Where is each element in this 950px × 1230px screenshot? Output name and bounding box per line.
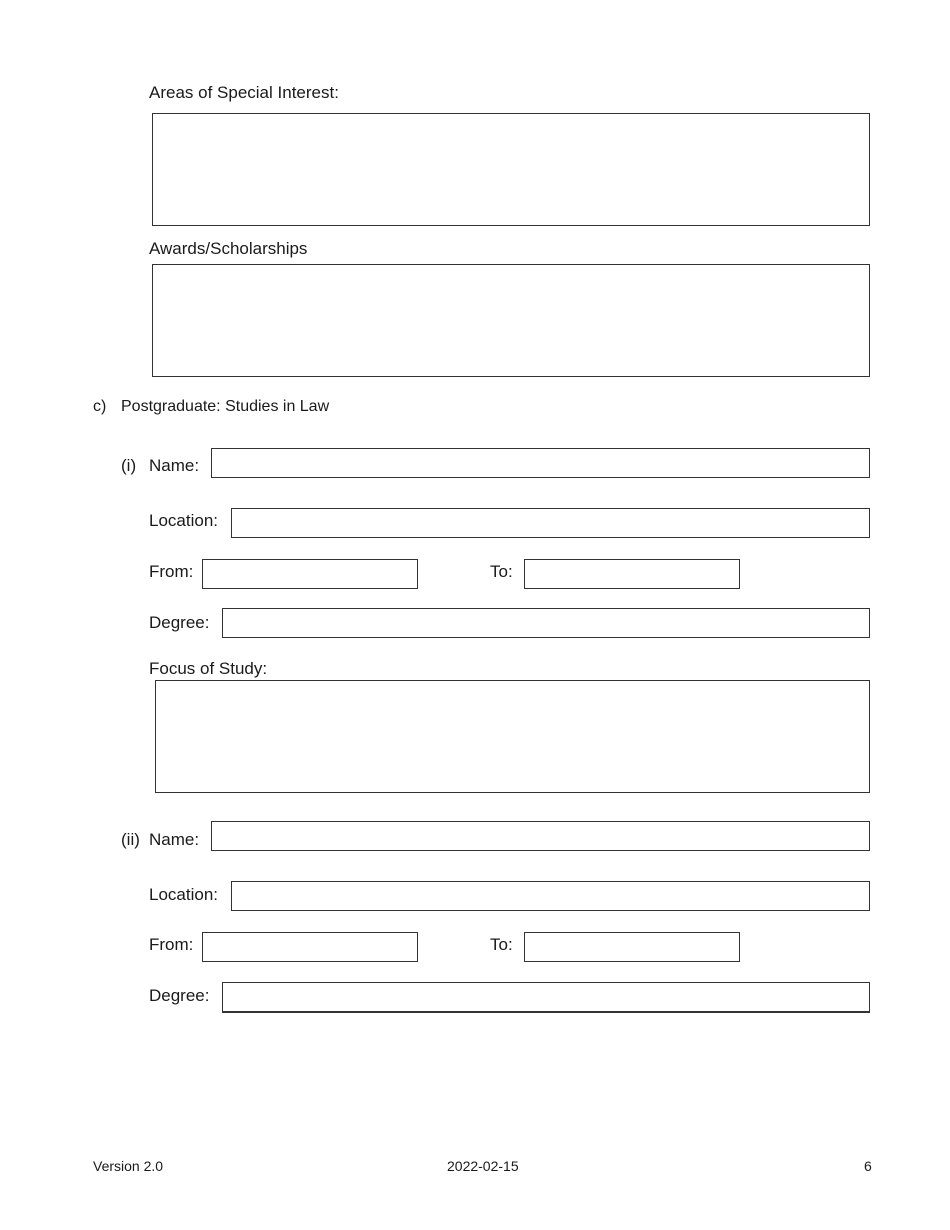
entry-i-degree-field[interactable] (222, 608, 870, 638)
entry-ii-location-field[interactable] (231, 881, 870, 911)
entry-ii-to-label: To: (490, 935, 513, 954)
entry-i-location-field[interactable] (231, 508, 870, 538)
footer-version: Version 2.0 (93, 1158, 164, 1174)
entry-i-from-label: From: (149, 562, 194, 581)
entry-ii-degree-field[interactable] (222, 982, 870, 1013)
entry-i-name-label: Name: (149, 456, 200, 475)
awards-textarea[interactable] (152, 264, 870, 377)
entry-ii-name-label: Name: (149, 830, 200, 849)
entry-ii-name-field[interactable] (211, 821, 870, 851)
footer-date: 2022-02-15 (447, 1158, 519, 1174)
special-interest-textarea[interactable] (152, 113, 870, 226)
footer-page-number: 6 (864, 1158, 872, 1174)
entry-i-to-field[interactable] (524, 559, 740, 589)
entry-ii-location-label: Location: (149, 885, 218, 904)
entry-i-focus-label: Focus of Study: (149, 659, 268, 678)
section-c-marker: c) (93, 398, 107, 415)
special-interest-label: Areas of Special Interest: (149, 83, 339, 102)
section-c-title: Postgraduate: Studies in Law (121, 398, 330, 415)
entry-i-location-label: Location: (149, 511, 218, 530)
entry-ii-from-label: From: (149, 935, 194, 954)
entry-i-from-field[interactable] (202, 559, 418, 589)
entry-i-to-label: To: (490, 562, 513, 581)
entry-i-marker: (i) (121, 456, 137, 475)
awards-label: Awards/Scholarships (149, 239, 308, 258)
entry-ii-degree-label: Degree: (149, 986, 210, 1005)
entry-ii-marker: (ii) (121, 830, 140, 849)
entry-ii-from-field[interactable] (202, 932, 418, 962)
entry-i-degree-label: Degree: (149, 613, 210, 632)
entry-ii-to-field[interactable] (524, 932, 740, 962)
entry-i-focus-textarea[interactable] (155, 680, 870, 793)
entry-i-name-field[interactable] (211, 448, 870, 478)
